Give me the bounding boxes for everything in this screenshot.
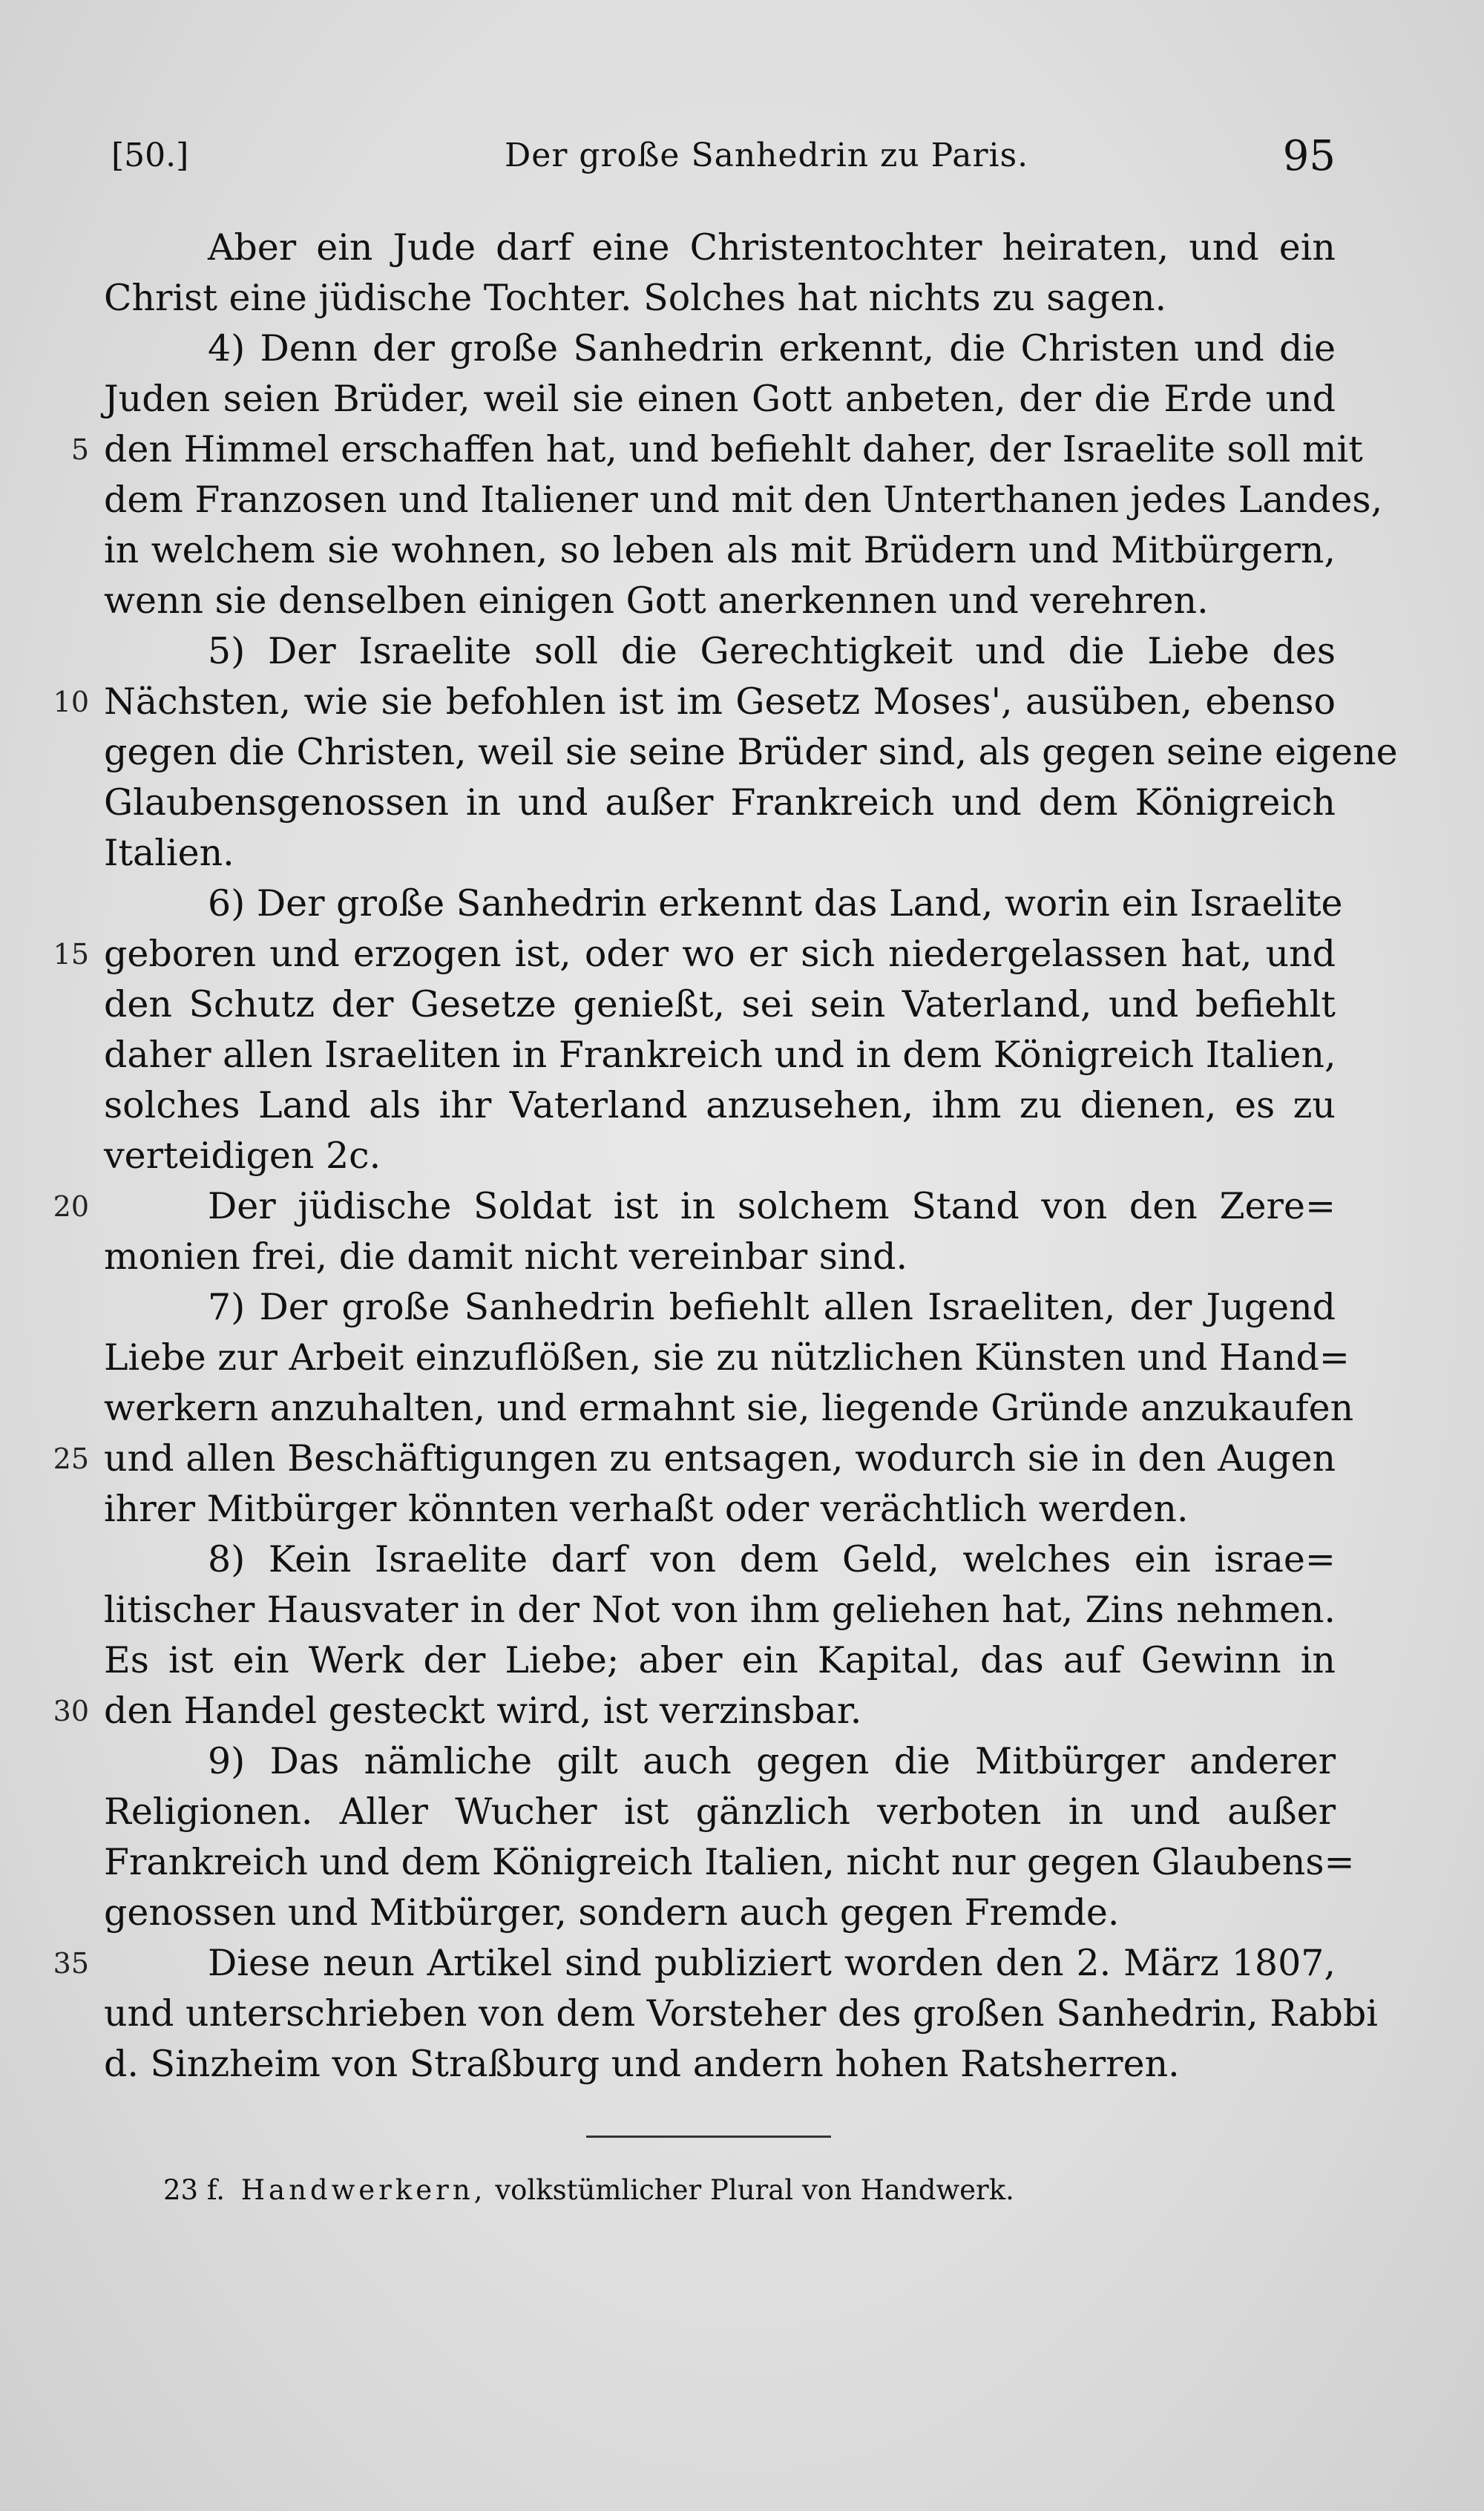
text-line [53, 1938, 1336, 1989]
text-line [104, 1534, 1336, 1585]
line-text: d. Sinzheim von Straßburg und andern hohen Ratsherren. [104, 2043, 1180, 2085]
line-number: 20 [53, 1190, 89, 1223]
line-text: und allen Beschäftigungen zu entsagen, wodurch sie in den Augen [104, 1437, 1336, 1480]
line-text: Glaubensgenossen in und außer Frankreich und dem Königreich [104, 781, 1336, 824]
running-header [104, 132, 1336, 191]
line-text: wenn sie denselben einigen Gott anerkennen und verehren. [104, 580, 1209, 622]
text-line [104, 1635, 1336, 1686]
line-text: monien frei, die damit nicht vereinbar sind. [104, 1235, 908, 1278]
text-line [104, 1080, 1336, 1131]
text-line [53, 1686, 1336, 1736]
page-number: 95 [1282, 132, 1336, 180]
text-line [104, 1282, 1336, 1333]
text-line [104, 828, 1336, 879]
line-text: den Handel gesteckt wird, ist verzinsbar. [104, 1690, 862, 1732]
text-line [104, 1585, 1336, 1635]
line-number: 10 [53, 686, 89, 718]
line-text: gegen die Christen, weil sie seine Brüder sind, als gegen seine eigene [104, 731, 1398, 773]
line-text: Nächsten, wie sie befohlen ist im Gesetz Moses', ausüben, ebenso [104, 680, 1336, 723]
footnote-text: volkstümlicher Plural von Handwerk. [495, 2174, 1014, 2206]
text-line [104, 1837, 1355, 1888]
line-text: 6) Der große Sanhedrin erkennt das Land, worin ein Israelite [208, 882, 1343, 925]
text-line [70, 424, 1363, 475]
text-line [53, 677, 1336, 727]
line-text: Diese neun Artikel sind publiziert worden den 2. März 1807, [208, 1942, 1336, 1984]
line-text: den Schutz der Gesetze genießt, sei sein Vaterland, und befiehlt [104, 983, 1336, 1025]
line-text: werkern anzuhalten, und ermahnt sie, liegende Gründe anzukaufen [104, 1387, 1354, 1429]
text-line [104, 223, 1336, 273]
line-text: genossen und Mitbürger, sondern auch gegen Fremde. [104, 1891, 1120, 1934]
line-number: 5 [70, 433, 89, 466]
line-text: 4) Denn der große Sanhedrin erkennt, die Christen und die [208, 327, 1336, 370]
line-text: 9) Das nämliche gilt auch gegen die Mitbürger anderer [208, 1740, 1336, 1782]
line-text: Juden seien Brüder, weil sie einen Gott anbeten, der die Erde und [104, 378, 1336, 420]
line-text: 7) Der große Sanhedrin befiehlt allen Israeliten, der Jugend [208, 1286, 1336, 1328]
line-number: 25 [53, 1442, 89, 1475]
text-line [53, 1434, 1336, 1484]
text-line [104, 576, 1336, 626]
line-number: 35 [53, 1947, 89, 1980]
line-text: Christ eine jüdische Tochter. Solches hat nichts zu sagen. [104, 277, 1167, 319]
line-text: Der jüdische Soldat ist in solchem Stand von den Zere= [208, 1185, 1336, 1227]
text-line [104, 1131, 1336, 1181]
text-line [104, 1232, 1336, 1282]
text-line [104, 778, 1336, 828]
text-line [104, 1484, 1336, 1534]
text-line [104, 626, 1336, 677]
text-line [104, 727, 1398, 778]
line-text: Italien. [104, 832, 234, 874]
text-line [104, 324, 1336, 374]
text-line [104, 1787, 1336, 1837]
text-line [104, 1989, 1378, 2039]
running-title: Der große Sanhedrin zu Paris. [505, 137, 1029, 174]
text-line [104, 1888, 1336, 1938]
text-line [104, 1383, 1354, 1434]
line-text: 8) Kein Israelite darf von dem Geld, welches ein israe= [208, 1538, 1336, 1581]
line-text: Liebe zur Arbeit einzuflößen, sie zu nützlichen Künsten und Hand= [104, 1336, 1350, 1379]
line-number: 30 [53, 1695, 89, 1727]
line-text: Frankreich und dem Königreich Italien, nicht nur gegen Glaubens= [104, 1841, 1355, 1883]
text-line [104, 1736, 1336, 1787]
line-text: Religionen. Aller Wucher ist gänzlich verboten in und außer [104, 1790, 1336, 1833]
line-text: dem Franzosen und Italiener und mit den Unterthanen jedes Landes, [104, 479, 1383, 521]
text-line [53, 929, 1336, 979]
text-line [104, 374, 1336, 424]
line-text: verteidigen 2c. [104, 1135, 381, 1177]
line-text: litischer Hausvater in der Not von ihm geliehen hat, Zins nehmen. [104, 1589, 1336, 1631]
line-text: solches Land als ihr Vaterland anzusehen, ihm zu dienen, es zu [104, 1084, 1336, 1126]
line-text: daher allen Israeliten in Frankreich und in dem Königreich Italien, [104, 1034, 1336, 1076]
line-text: ihrer Mitbürger könnten verhaßt oder verächtlich werden. [104, 1488, 1189, 1530]
text-line [104, 979, 1336, 1030]
line-text: in welchem sie wohnen, so leben als mit Brüdern und Mitbürgern, [104, 529, 1336, 571]
line-text: und unterschrieben von dem Vorsteher des großen Sanhedrin, Rabbi [104, 1992, 1378, 2035]
chapter-bracket-number: [50.] [111, 137, 189, 174]
text-line [104, 1030, 1336, 1080]
footnote [163, 2174, 1350, 2206]
footnote-reference: 23 f. [163, 2174, 225, 2206]
text-line [104, 273, 1336, 324]
footnote-lemma: Handwerkern, [240, 2174, 487, 2206]
line-number: 15 [53, 938, 89, 971]
text-line [104, 525, 1336, 576]
line-text: den Himmel erschaffen hat, und befiehlt daher, der Israelite soll mit [104, 428, 1363, 470]
line-text: 5) Der Israelite soll die Gerechtigkeit und die Liebe des [208, 630, 1336, 672]
text-line [53, 1181, 1336, 1232]
footnote-rule [586, 2136, 831, 2138]
text-line [104, 2039, 1336, 2090]
text-line [104, 1333, 1350, 1383]
line-text: Aber ein Jude darf eine Christentochter heiraten, und ein [208, 226, 1336, 269]
line-text: Es ist ein Werk der Liebe; aber ein Kapital, das auf Gewinn in [104, 1639, 1336, 1681]
line-text: geboren und erzogen ist, oder wo er sich niedergelassen hat, und [104, 933, 1336, 975]
text-line [104, 475, 1383, 525]
body-text [53, 223, 1398, 2090]
text-line [104, 879, 1343, 929]
